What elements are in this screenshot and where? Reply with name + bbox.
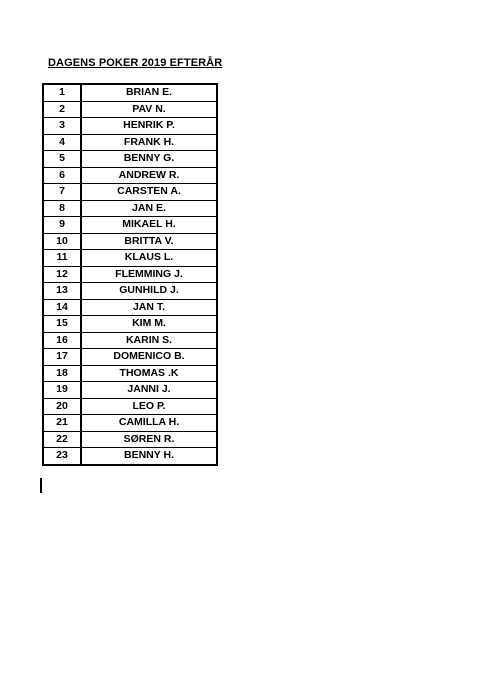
table-row: [43, 250, 217, 267]
player-name-cell: JANNI J.: [81, 382, 217, 399]
player-name-cell: LEO P.: [81, 398, 217, 415]
player-number-cell: 23: [43, 448, 81, 465]
player-number-cell: 3: [43, 118, 81, 135]
table-row: [43, 299, 217, 316]
table-row: [43, 448, 217, 465]
table-row: [43, 184, 217, 201]
player-name-cell: BRITTA V.: [81, 233, 217, 250]
table-row: [43, 151, 217, 168]
table-row: [43, 349, 217, 366]
player-number-cell: 18: [43, 365, 81, 382]
player-number-cell: 22: [43, 431, 81, 448]
player-name-cell: BENNY G.: [81, 151, 217, 168]
table-row: [43, 266, 217, 283]
player-number-cell: 17: [43, 349, 81, 366]
table-row: [43, 283, 217, 300]
table-row: [43, 217, 217, 234]
table-row: [43, 101, 217, 118]
player-name-cell: SØREN R.: [81, 431, 217, 448]
table-row: [43, 200, 217, 217]
table-row: [43, 415, 217, 432]
player-number-cell: 21: [43, 415, 81, 432]
player-number-cell: 19: [43, 382, 81, 399]
table-row: [43, 167, 217, 184]
player-name-cell: KIM M.: [81, 316, 217, 333]
player-name-cell: HENRIK P.: [81, 118, 217, 135]
player-number-cell: 10: [43, 233, 81, 250]
table-row: [43, 431, 217, 448]
player-name-cell: KARIN S.: [81, 332, 217, 349]
player-name-cell: THOMAS .K: [81, 365, 217, 382]
player-number-cell: 5: [43, 151, 81, 168]
table-row: [43, 316, 217, 333]
player-table-body: [43, 84, 217, 465]
player-name-cell: FRANK H.: [81, 134, 217, 151]
player-number-cell: 13: [43, 283, 81, 300]
player-name-cell: DOMENICO B.: [81, 349, 217, 366]
player-name-cell: FLEMMING J.: [81, 266, 217, 283]
page-title: DAGENS POKER 2019 EFTERÅR: [48, 57, 223, 69]
player-table: [42, 83, 218, 466]
player-name-cell: PAV N.: [81, 101, 217, 118]
table-row: [43, 365, 217, 382]
player-name-cell: MIKAEL H.: [81, 217, 217, 234]
player-number-cell: 11: [43, 250, 81, 267]
table-row: [43, 382, 217, 399]
table-row: [43, 332, 217, 349]
player-name-cell: JAN E.: [81, 200, 217, 217]
player-name-cell: BRIAN E.: [81, 84, 217, 101]
player-number-cell: 7: [43, 184, 81, 201]
player-number-cell: 6: [43, 167, 81, 184]
player-number-cell: 1: [43, 84, 81, 101]
table-row: [43, 233, 217, 250]
player-number-cell: 8: [43, 200, 81, 217]
player-name-cell: CARSTEN A.: [81, 184, 217, 201]
player-name-cell: KLAUS L.: [81, 250, 217, 267]
player-name-cell: GUNHILD J.: [81, 283, 217, 300]
player-number-cell: 4: [43, 134, 81, 151]
table-row: [43, 134, 217, 151]
table-row: [43, 84, 217, 101]
table-row: [43, 398, 217, 415]
player-name-cell: JAN T.: [81, 299, 217, 316]
player-number-cell: 15: [43, 316, 81, 333]
player-number-cell: 2: [43, 101, 81, 118]
player-number-cell: 9: [43, 217, 81, 234]
player-number-cell: 12: [43, 266, 81, 283]
player-name-cell: ANDREW R.: [81, 167, 217, 184]
player-number-cell: 14: [43, 299, 81, 316]
player-number-cell: 20: [43, 398, 81, 415]
text-cursor: [40, 478, 42, 493]
player-name-cell: CAMILLA H.: [81, 415, 217, 432]
table-row: [43, 118, 217, 135]
player-name-cell: BENNY H.: [81, 448, 217, 465]
player-number-cell: 16: [43, 332, 81, 349]
